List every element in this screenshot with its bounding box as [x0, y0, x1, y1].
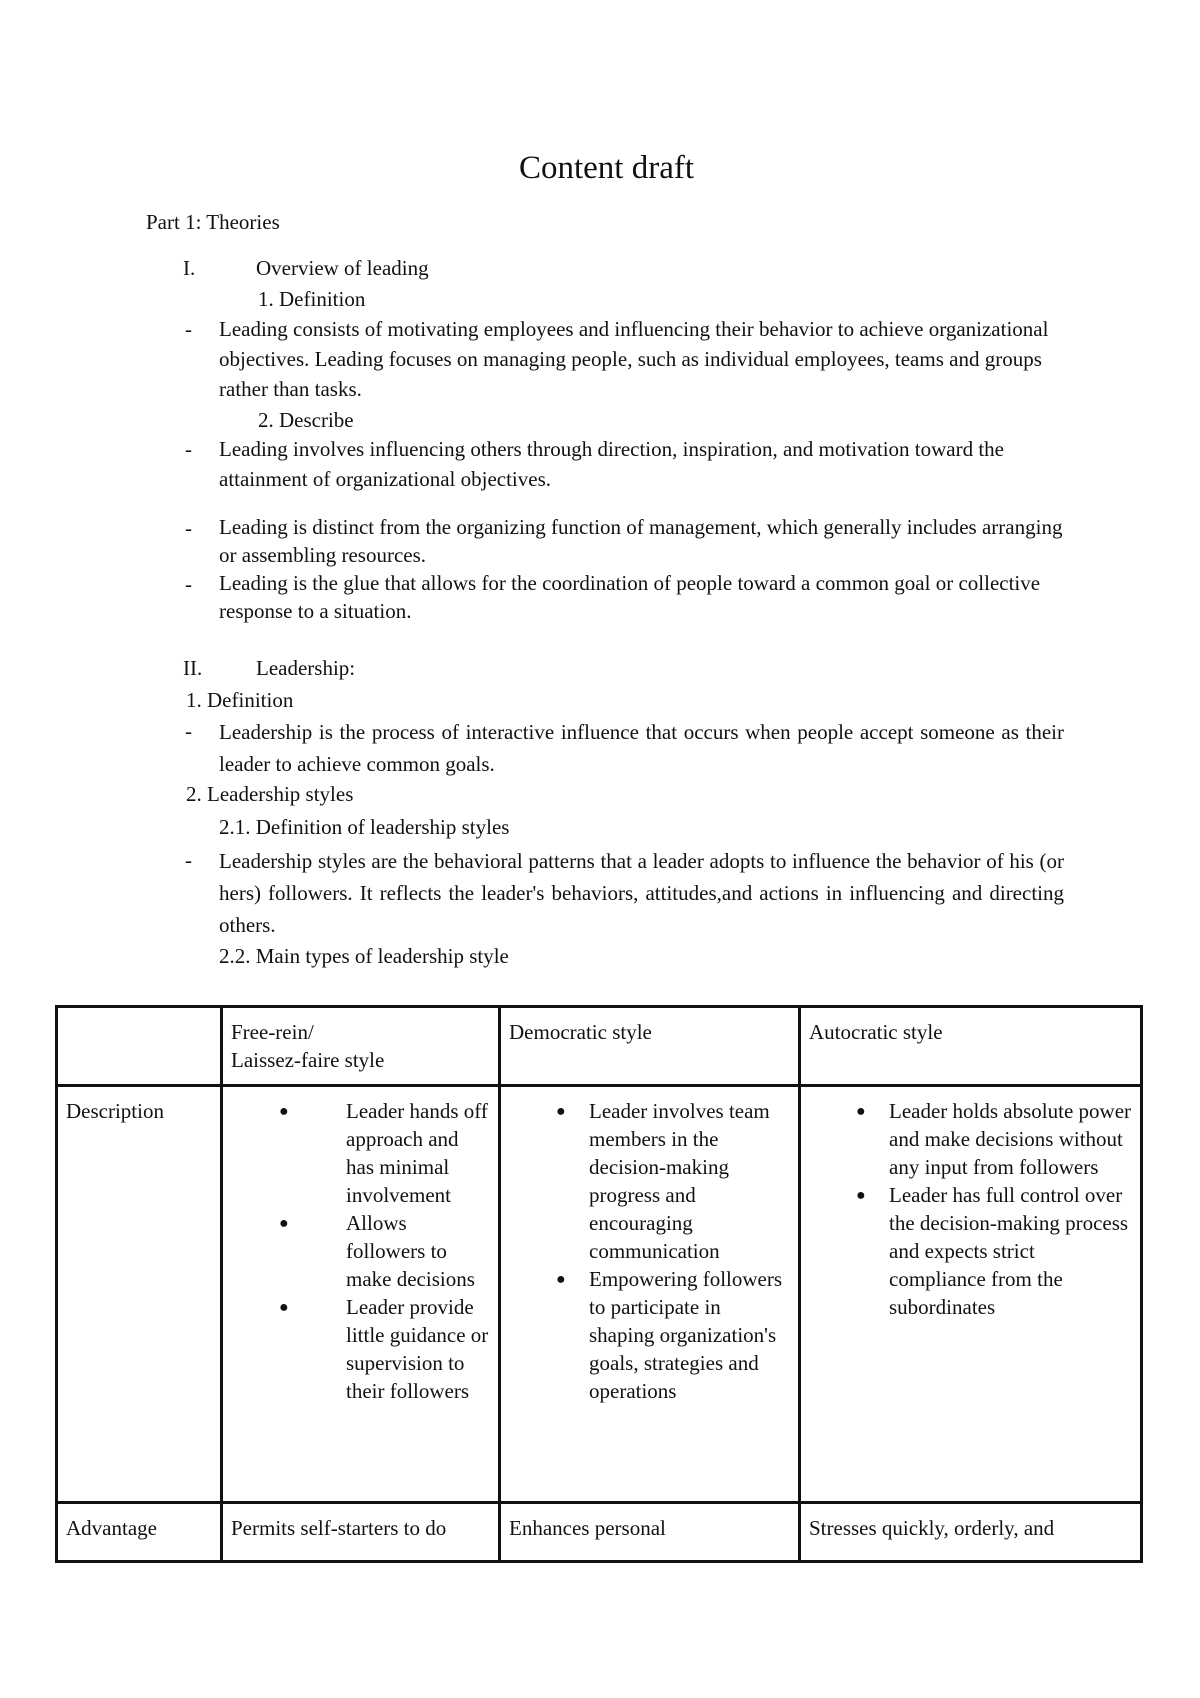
list-item: ● Empowering followers to participate in shaping organization's goals, strategies and operations: [556, 1267, 783, 1403]
dash-marker: -: [185, 719, 192, 743]
header-free-rein: [222, 1007, 500, 1086]
leadership-definition-text: Leadership is the process of interactive influence that occurs when people accept someone as their leader to achieve common goals.: [219, 720, 1064, 776]
section-2-number: II.: [183, 656, 203, 680]
section-1-sub-describe: 2. Describe: [258, 408, 354, 432]
free-rein-description-cell: [222, 1086, 500, 1503]
democratic-advantage-cell: Enhances personal: [500, 1503, 800, 1562]
dash-marker: -: [185, 317, 192, 341]
dash-marker: -: [185, 572, 192, 596]
section-1-number: I.: [183, 256, 196, 280]
table-header-row: [57, 1007, 1142, 1086]
section-1-heading: Overview of leading: [256, 256, 429, 280]
list-item: ● Allows followers to make decisions: [279, 1211, 475, 1291]
describe-point-2: Leading is distinct from the organizing function of management, which generally includes arranging or assembling resources.: [219, 515, 1063, 567]
dash-marker: -: [185, 516, 192, 540]
bullet-icon: ●: [556, 1103, 566, 1120]
leading-definition-text: Leading consists of motivating employees and influencing their behavior to achieve organizational objectives. Leading focuses on managing people, such as individual employees, teams and groups rather than tasks.: [219, 317, 1049, 401]
free-rein-advantage-cell: Permits self-starters to do: [222, 1503, 500, 1562]
list-item: ● Leader hands off approach and has minimal involvement: [279, 1099, 488, 1207]
header-free-rein-line-2: Laissez-faire style: [231, 1048, 385, 1072]
subsection-2-1-heading: 2.1. Definition of leadership styles: [219, 815, 510, 839]
list-item: ● Leader holds absolute power and make decisions without any input from followers: [856, 1099, 1132, 1179]
democratic-description-cell: [500, 1086, 800, 1503]
leadership-styles-definition-text: Leadership styles are the behavioral patterns that a leader adopts to influence the behavior of his (or hers) followers. It reflects the leader's behaviors, attitudes,and actions in influencing and directing others.: [219, 849, 1064, 937]
header-free-rein-line-1: Free-rein/: [231, 1020, 314, 1044]
dash-marker: -: [185, 437, 192, 461]
section-2-heading: Leadership:: [256, 656, 356, 680]
header-autocratic: Autocratic style: [800, 1007, 1142, 1086]
header-democratic: Democratic style: [500, 1007, 800, 1086]
bullet-icon: ●: [856, 1187, 866, 1204]
bullet-icon: ●: [556, 1271, 566, 1288]
autocratic-advantage-cell: Stresses quickly, orderly, and: [800, 1503, 1142, 1562]
subsection-2-2-heading: 2.2. Main types of leadership style: [219, 944, 509, 968]
leadership-styles-table: [55, 1005, 1143, 1563]
row-label-description: Description: [57, 1086, 222, 1503]
table-row: [57, 1503, 1142, 1562]
dash-marker: -: [185, 848, 192, 872]
table-corner-cell: [57, 1007, 222, 1086]
bullet-icon: ●: [279, 1215, 289, 1232]
section-2-sub-styles: 2. Leadership styles: [186, 782, 354, 806]
row-label-advantage: Advantage: [57, 1503, 222, 1562]
bullet-icon: ●: [279, 1103, 289, 1120]
describe-point-1: Leading involves influencing others through direction, inspiration, and motivation toward the attainment of organizational objectives.: [219, 437, 1004, 491]
autocratic-description-cell: [800, 1086, 1142, 1503]
bullet-icon: ●: [856, 1103, 866, 1120]
list-item: ● Leader involves team members in the decision-making progress and encouraging communication: [556, 1099, 770, 1263]
table-row: [57, 1086, 1142, 1503]
list-item: ● Leader has full control over the decision-making process and expects strict compliance from the subordinates: [856, 1183, 1129, 1319]
list-item: ● Leader provide little guidance or supervision to their followers: [279, 1295, 489, 1403]
page-title: Content draft: [518, 150, 695, 186]
describe-point-3: Leading is the glue that allows for the coordination of people toward a common goal or collective response to a situation.: [219, 571, 1041, 623]
part-heading: Part 1: Theories: [146, 210, 280, 234]
bullet-icon: ●: [279, 1299, 289, 1316]
section-2-sub-definition: 1. Definition: [186, 688, 294, 712]
section-1-sub-definition: 1. Definition: [258, 287, 366, 311]
